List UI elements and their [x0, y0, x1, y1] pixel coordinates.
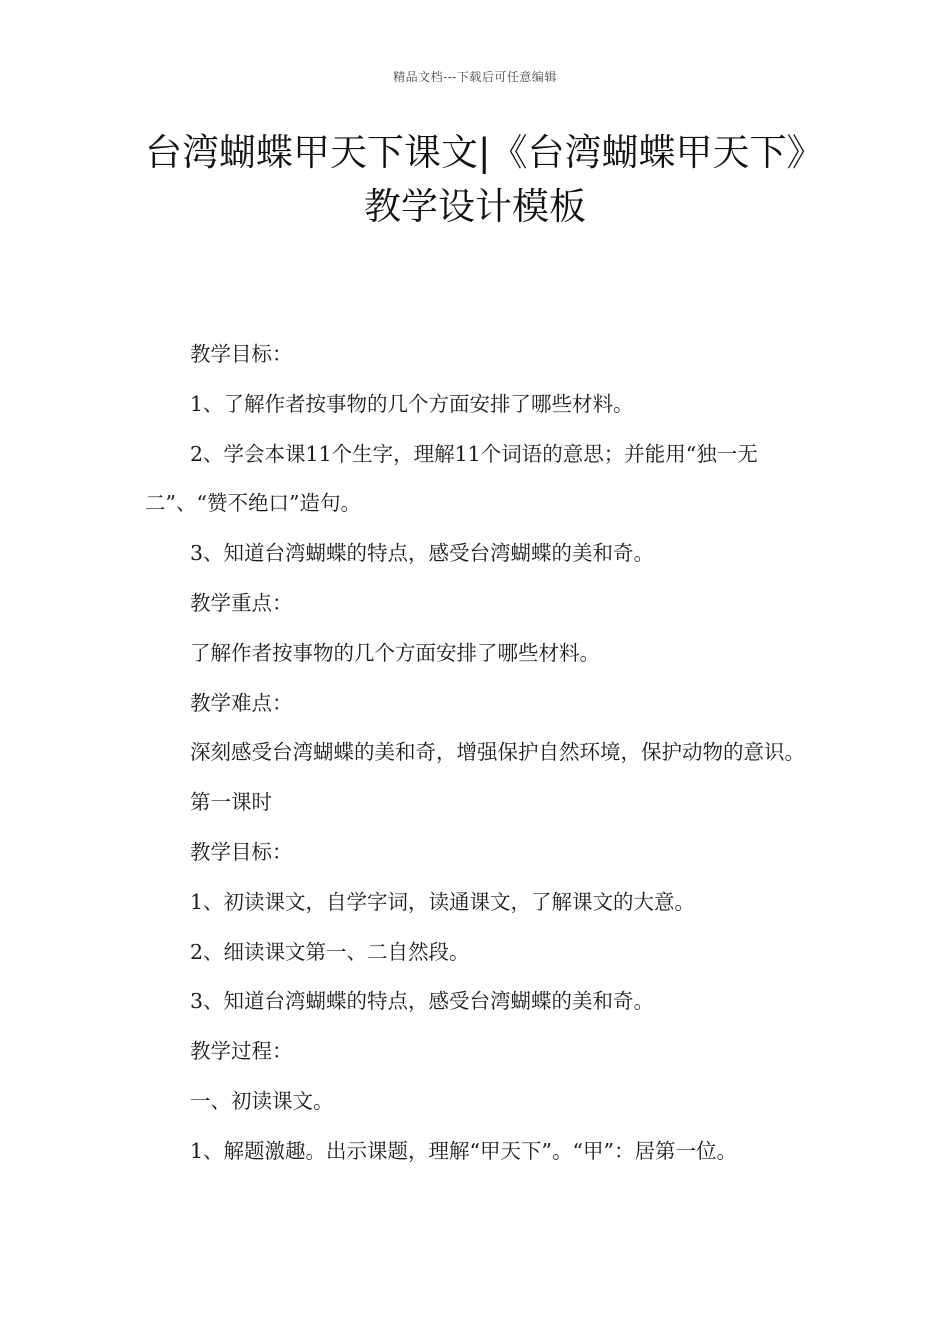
page-header: 精品文档---下载后可任意编辑	[393, 70, 557, 84]
heading-teaching-goals: 教学目标：	[190, 342, 293, 366]
heading-first-lesson: 第一课时	[190, 790, 272, 815]
key-point-text: 了解作者按事物的几个方面安排了哪些材料。	[190, 640, 600, 665]
document-title: 台湾蝴蝶甲天下课文|《台湾蝴蝶甲天下》教学设计模板	[145, 131, 805, 228]
lesson-goal-item-2: 2、细读课文第一、二自然段。	[190, 939, 470, 964]
heading-difficulties: 教学难点：	[190, 690, 293, 715]
process-substep-1: 1、解题激趣。出示课题，理解“甲天下”。“甲”：居第一位。	[190, 1138, 737, 1163]
goal-item-2: 2、学会本课11个生字，理解11个词语的意思；并能用“独一无二”、“赞不绝口”造句。	[145, 441, 758, 516]
process-step-1: 一、初读课文。	[190, 1088, 334, 1113]
goal-item-3: 3、知道台湾蝴蝶的特点，感受台湾蝴蝶的美和奇。	[190, 541, 655, 566]
goal-item-1: 1、了解作者按事物的几个方面安排了哪些材料。	[190, 391, 634, 416]
lesson-goal-item-3: 3、知道台湾蝴蝶的特点，感受台湾蝴蝶的美和奇。	[190, 989, 655, 1014]
heading-teaching-process: 教学过程：	[190, 1039, 293, 1064]
difficulty-text: 深刻感受台湾蝴蝶的美和奇，增强保护自然环境，保护动物的意识。	[190, 740, 805, 765]
heading-lesson-goals: 教学目标：	[190, 839, 293, 864]
heading-key-points: 教学重点：	[190, 590, 293, 615]
document-body	[145, 330, 810, 1177]
lesson-goal-item-1: 1、初读课文，自学字词，读通课文，了解课文的大意。	[190, 889, 696, 914]
